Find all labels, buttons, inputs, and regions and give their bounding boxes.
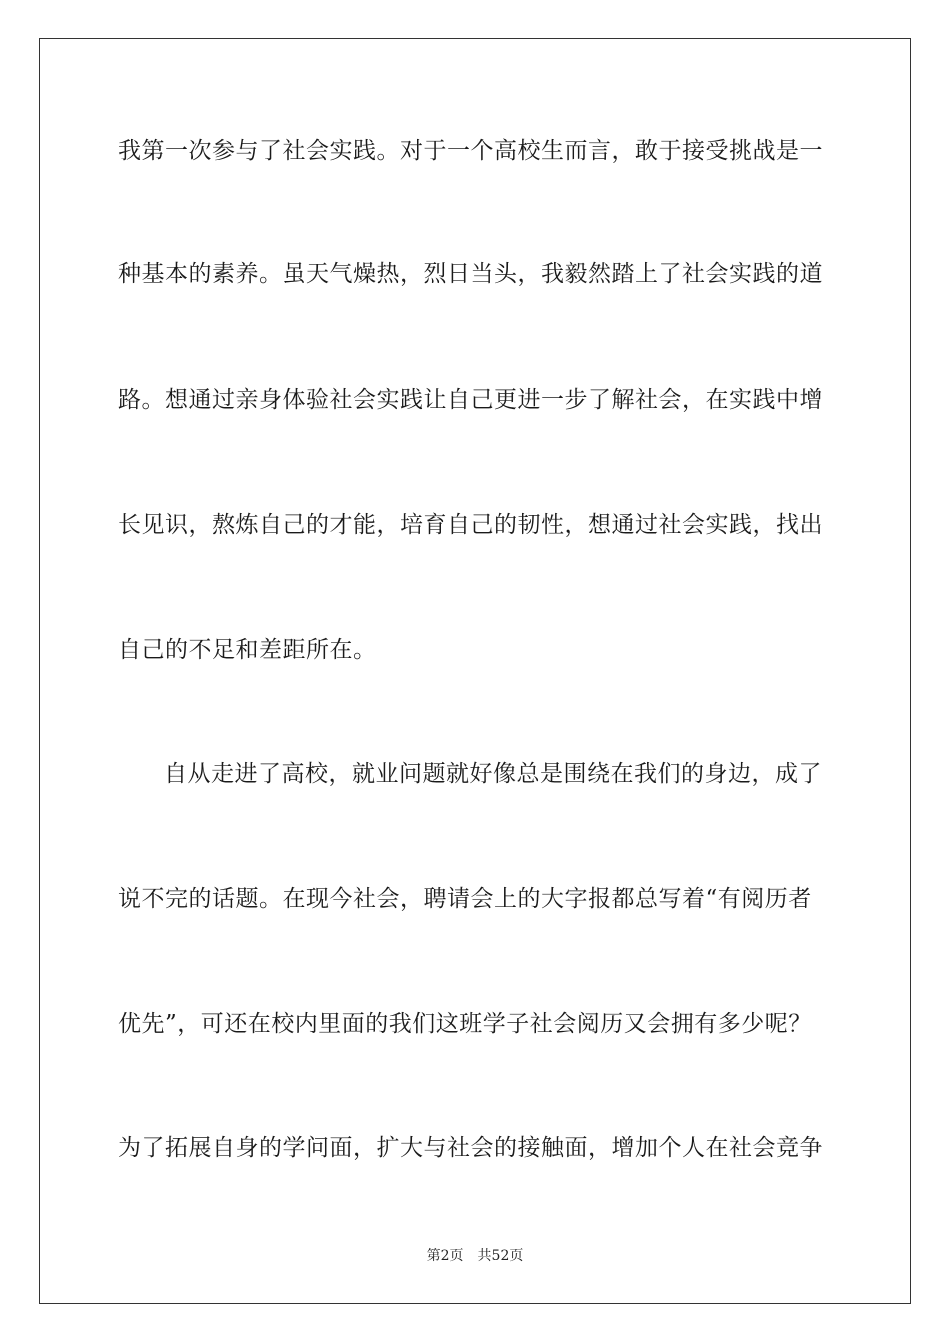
paragraph-line-indented: 自从走进了高校，就业问题就好像总是围绕在我们的身边，成了 — [164, 761, 822, 787]
paragraph-line: 优先”，可还在校内里面的我们这班学子社会阅历又会拥有多少呢？ — [118, 1011, 812, 1037]
page-border — [39, 38, 911, 1304]
paragraph-line: 为了拓展自身的学问面，扩大与社会的接触面，增加个人在社会竞争 — [118, 1135, 823, 1161]
total-pages: 共52页 — [477, 1248, 524, 1264]
page-footer — [0, 1246, 950, 1266]
paragraph-line: 说不完的话题。在现今社会，聘请会上的大字报都总写着“有阅历者 — [118, 886, 812, 912]
paragraph-line: 种基本的素养。虽天气燥热，烈日当头，我毅然踏上了社会实践的道 — [118, 261, 823, 287]
paragraph-line: 自己的不足和差距所在。 — [118, 637, 377, 663]
paragraph-line: 我第一次参与了社会实践。对于一个高校生而言，敢于接受挑战是一 — [118, 138, 823, 164]
page-number: 第2页 — [426, 1248, 464, 1264]
paragraph-line: 长见识，熬炼自己的才能，培育自己的韧性，想通过社会实践，找出 — [118, 512, 823, 538]
paragraph-line: 路。想通过亲身体验社会实践让自己更进一步了解社会，在实践中增 — [118, 387, 823, 413]
